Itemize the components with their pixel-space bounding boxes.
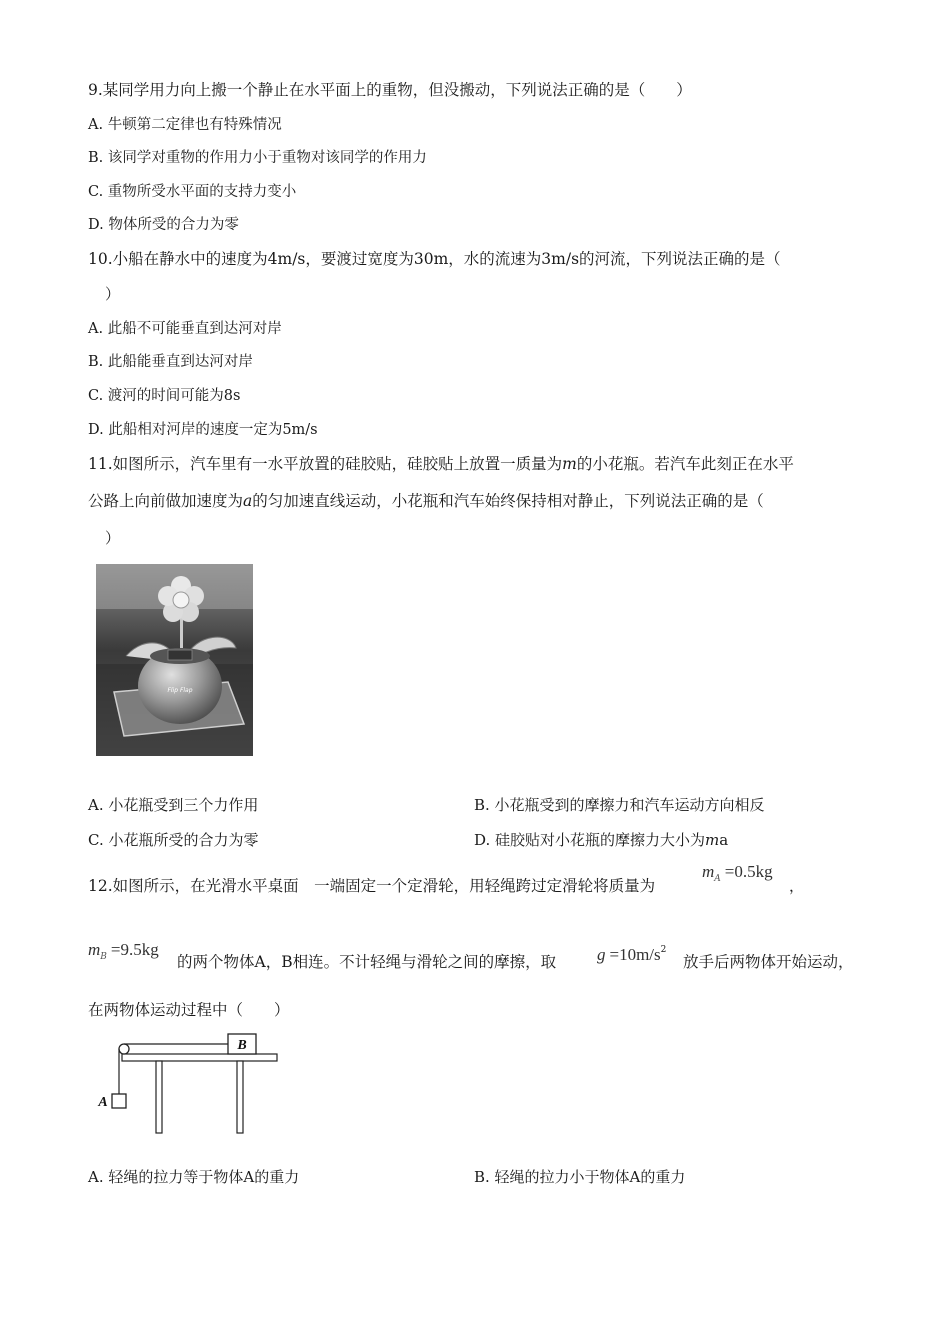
q11-option-b: B. 小花瓶受到的摩擦力和汽车运动方向相反	[474, 796, 765, 814]
pulley-wheel	[119, 1044, 129, 1054]
q11-stem-end: ）	[105, 529, 121, 547]
block-a-label: A	[98, 1095, 108, 1110]
q12-mass-b	[88, 940, 159, 967]
q12-g-sup: 2	[660, 945, 667, 955]
q10-option-d: D. 此船相对河岸的速度一定为5m/s	[88, 422, 318, 438]
q12-comma: ，	[789, 877, 805, 895]
q11-option-d-text: D. 硅胶贴对小花瓶的摩擦力大小为	[474, 831, 706, 849]
q12-stem-line3: 在两物体运动过程中（ ）	[88, 1001, 290, 1019]
block-a	[112, 1094, 126, 1108]
q10-option-b: B. 此船能垂直到达河对岸	[88, 354, 253, 370]
q10-stem: 10.小船在静水中的速度为4m/s，要渡过宽度为30m，水的流速为3m/s的河流，下列说法正确的是（	[88, 250, 781, 268]
pulley-diagram	[92, 1030, 292, 1140]
q11-var-m: m	[562, 455, 577, 473]
q11-var-a: a	[243, 492, 253, 510]
q12-stem-line2-end: 放手后两物体开始运动，	[683, 953, 854, 971]
q12-mB-sym: m	[88, 940, 101, 959]
q12-mB-sub: B	[100, 952, 107, 962]
q9-stem: 9.某同学用力向上搬一个静止在水平面上的重物，但没搬动，下列说法正确的是（ ）	[88, 81, 692, 99]
q12-mass-a	[702, 862, 773, 889]
photo-brand-text: Flip Flap	[167, 687, 193, 694]
q12-option-a: A. 轻绳的拉力等于物体A的重力	[88, 1168, 300, 1186]
q11-option-c: C. 小花瓶所受的合力为零	[88, 831, 259, 849]
q12-mB-val: =9.5kg	[110, 940, 159, 959]
q9-option-a: A. 牛顿第二定律也有特殊情况	[88, 117, 282, 133]
block-b-label: B	[237, 1038, 247, 1053]
q12-mA-sym: m	[702, 862, 715, 881]
q11-stem-line1	[88, 454, 794, 474]
q9-option-d: D. 物体所受的合力为零	[88, 217, 239, 233]
q12-stem-a: 12.如图所示，在光滑水平桌面 一端固定一个定滑轮，用轻绳跨过定滑轮将质量为	[88, 877, 656, 895]
q9-option-c: C. 重物所受水平面的支持力变小	[88, 184, 297, 200]
q11-option-a: A. 小花瓶受到三个力作用	[88, 796, 259, 814]
q10-option-a: A. 此船不可能垂直到达河对岸	[88, 321, 282, 337]
q11-stem-a: 11.如图所示，汽车里有一水平放置的硅胶贴，硅胶贴上放置一质量为	[88, 455, 563, 473]
q12-option-b: B. 轻绳的拉力小于物体A的重力	[474, 1168, 686, 1186]
q11-line2-a: 公路上向前做加速度为	[88, 492, 244, 510]
table-leg-left	[156, 1061, 162, 1133]
table-top	[122, 1054, 277, 1061]
q9-option-b: B. 该同学对重物的作用力小于重物对该同学的作用力	[88, 150, 427, 166]
q11-option-d-var: m	[705, 831, 720, 849]
q12-g-val: =10m/s	[609, 945, 661, 964]
q11-stem-line2	[88, 491, 764, 511]
flower-pot-photo	[96, 564, 253, 756]
q10-option-c: C. 渡河的时间可能为8s	[88, 388, 241, 404]
q12-stem-line1	[88, 876, 655, 896]
q12-g	[597, 940, 666, 965]
q10-stem-end: ）	[105, 285, 121, 303]
table-leg-right	[237, 1061, 243, 1133]
q12-g-sym: g	[597, 945, 606, 964]
q12-stem-line2: 的两个物体A，B相连。不计轻绳与滑轮之间的摩擦，取	[177, 953, 557, 971]
q12-mA-sub: A	[714, 874, 721, 884]
q12-mA-val: =0.5kg	[724, 862, 773, 881]
q11-option-d-tail: a	[719, 831, 729, 849]
q11-stem-b: 的小花瓶。若汽车此刻正在水平	[576, 455, 794, 473]
q11-option-d	[474, 830, 728, 850]
q11-line2-b: 的匀加速直线运动，小花瓶和汽车始终保持相对静止，下列说法正确的是（	[252, 492, 764, 510]
